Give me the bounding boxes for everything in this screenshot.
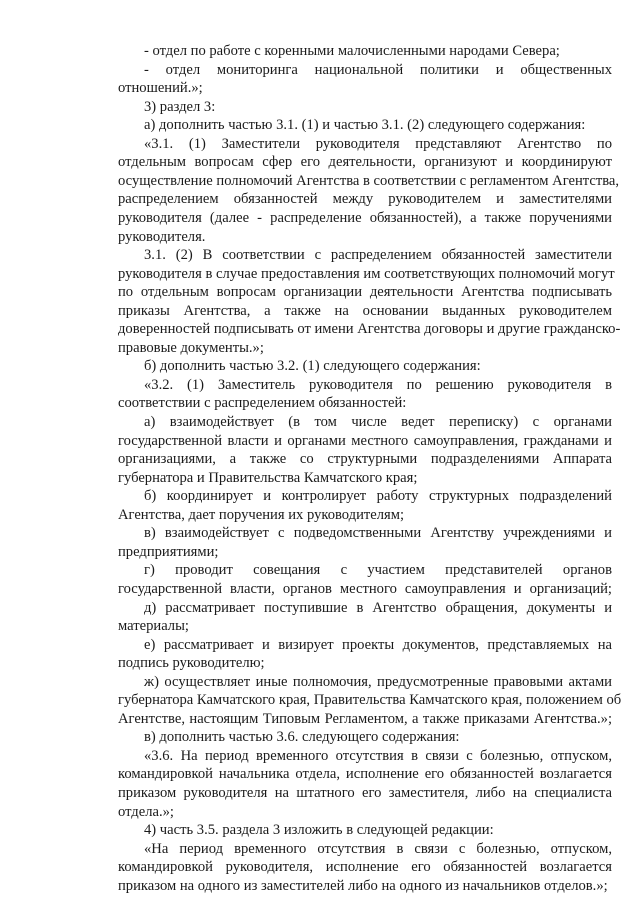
text-line: б) дополнить частью 3.2. (1) следующего содержания:: [144, 358, 481, 375]
text-line: а) взаимодействует (в том числе ведет переписку) с органами: [144, 414, 612, 430]
text-line: «3.2. (1) Заместитель руководителя по решению руководителя в: [144, 376, 612, 393]
text-line: командировкой начальника отдела, исполнение его обязанностей возлагается: [118, 766, 612, 783]
text-line: г) проводит совещания с участием представителей органов: [144, 562, 612, 579]
text-line: губернатора и Правительства Камчатского края;: [118, 469, 418, 486]
text-line: государственной власти, органов местного самоуправления и организаций;: [118, 580, 612, 597]
text-line: - отдел мониторинга национальной политики и общественных: [144, 61, 612, 78]
text-line: отдела.»;: [118, 803, 174, 820]
text-line: отношений.»;: [118, 80, 203, 97]
text-line: соответствии с распределением обязанностей:: [118, 395, 407, 412]
text-line: - отдел по работе с коренными малочисленными народами Севера;: [144, 43, 560, 59]
text-line: распределением обязанностей между руководителем и заместителями: [118, 191, 612, 208]
text-line: организациями, а также со структурными подразделениями Аппарата: [118, 451, 612, 468]
text-line: «На период временного отсутствия в связи с болезнью, отпуском,: [144, 840, 612, 857]
text-line: доверенностей подписывать от имени Агентства договоры и другие гражданско-: [118, 321, 621, 338]
text-line: в) дополнить частью 3.6. следующего содержания:: [144, 729, 460, 746]
text-line: приказы Агентства, а также на основании выданных руководителем: [118, 302, 612, 319]
text-line: е) рассматривает и визирует проекты документов, представляемых на: [144, 636, 612, 653]
text-line: губернатора Камчатского края, Правительства Камчатского края, положением об: [118, 692, 622, 709]
text-line: Агентства, дает поручения их руководителям;: [118, 506, 405, 523]
text-line: а) дополнить частью 3.1. (1) и частью 3.1. (2) следующего содержания:: [144, 117, 586, 134]
text-line: в) взаимодействует с подведомственными Агентству учреждениями и: [144, 525, 612, 542]
text-line: отдельным вопросам сфер его деятельности, организуют и координируют: [118, 154, 612, 171]
text-line: руководителя.: [118, 228, 206, 245]
text-line: подпись руководителю;: [118, 655, 265, 672]
text-line: 4) часть 3.5. раздела 3 изложить в следующей редакции:: [144, 822, 494, 839]
text-line: Агентстве, настоящим Типовым Регламентом, а также приказами Агентства.»;: [118, 710, 612, 727]
text-line: государственной власти и органами местного самоуправления, гражданами и: [118, 432, 612, 449]
text-line: 3) раздел 3:: [144, 98, 216, 115]
text-line: руководителя в случае предоставления им соответствующих полномочий могут: [118, 265, 615, 282]
text-line: ж) осуществляет иные полномочия, предусмотренные правовыми актами: [144, 673, 612, 690]
text-line: «3.1. (1) Заместители руководителя представляют Агентство по: [144, 135, 612, 152]
text-line: приказом на одного из заместителей либо на одного из начальников отделов.»;: [118, 877, 608, 894]
text-line: 3.1. (2) В соответствии с распределением обязанностей заместители: [144, 247, 612, 264]
text-line: командировкой руководителя, исполнение его обязанностей возлагается: [118, 859, 612, 876]
text-line: приказом руководителя на штатного его заместителя, либо на специалиста: [118, 785, 612, 801]
text-line: «3.6. На период временного отсутствия в связи с болезнью, отпуском,: [144, 747, 612, 764]
text-line: руководителя (далее - распределение обязанностей), а также поручениями: [118, 209, 612, 226]
text-line: д) рассматривает поступившие в Агентство обращения, документы и: [144, 599, 612, 616]
text-line: предприятиями;: [118, 543, 219, 560]
text-line: правовые документы.»;: [118, 339, 264, 356]
text-line: материалы;: [118, 618, 189, 635]
text-line: по отдельным вопросам организации деятельности Агентства подписывать: [118, 284, 612, 301]
text-line: б) координирует и контролирует работу структурных подразделений: [144, 488, 612, 505]
text-line: осуществление полномочий Агентства в соответствии с регламентом Агентства,: [118, 172, 620, 189]
